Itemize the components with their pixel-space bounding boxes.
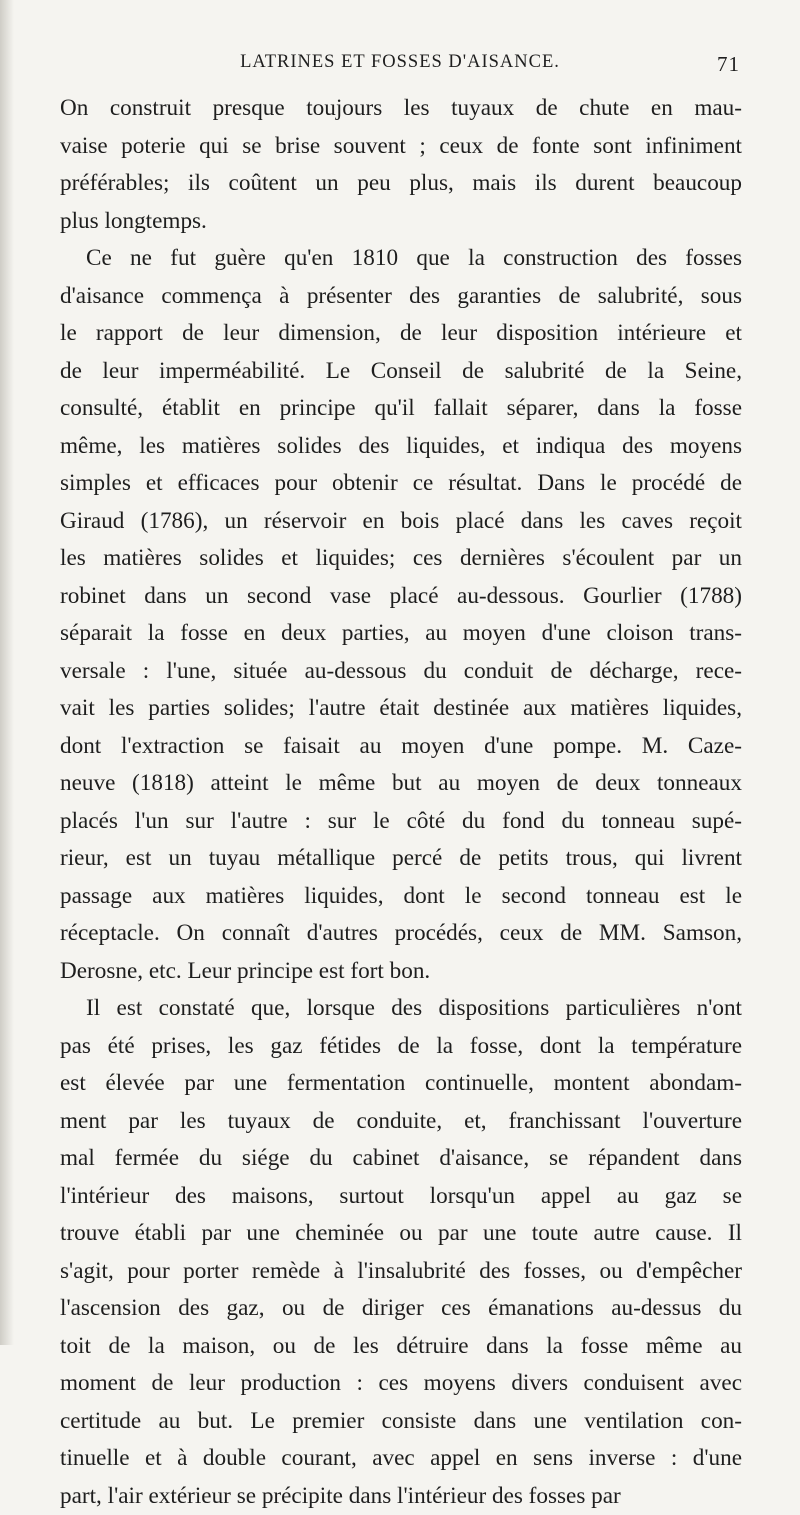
text-line: vaise poterie qui se brise souvent ; ceux de fonte sont infiniment bbox=[60, 128, 742, 166]
text-line: séparait la fosse en deux parties, au moyen d'une cloison trans- bbox=[60, 615, 742, 653]
text-line: moment de leur production : ces moyens divers conduisent avec bbox=[60, 1365, 742, 1403]
text-line: Derosne, etc. Leur principe est fort bon. bbox=[60, 953, 742, 991]
paragraph bbox=[60, 90, 742, 240]
text-line: rieur, est un tuyau métallique percé de petits trous, qui livrent bbox=[60, 840, 742, 878]
running-title: LATRINES ET FOSSES D'AISANCE. bbox=[60, 52, 740, 73]
text-line: toit de la maison, ou de les détruire dans la fosse même au bbox=[60, 1328, 742, 1366]
text-line: de leur imperméabilité. Le Conseil de salubrité de la Seine, bbox=[60, 353, 742, 391]
text-line: trouve établi par une cheminée ou par une toute autre cause. Il bbox=[60, 1215, 742, 1253]
text-line: tinuelle et à double courant, avec appel en sens inverse : d'une bbox=[60, 1440, 742, 1478]
text-line: placés l'un sur l'autre : sur le côté du fond du tonneau supé- bbox=[60, 803, 742, 841]
text-line: d'aisance commença à présenter des garanties de salubrité, sous bbox=[60, 278, 742, 316]
text-line: robinet dans un second vase placé au-dessous. Gourlier (1788) bbox=[60, 578, 742, 616]
text-line: l'ascension des gaz, ou de diriger ces émanations au-dessus du bbox=[60, 1290, 742, 1328]
page-number: 71 bbox=[717, 52, 740, 77]
text-line: réceptacle. On connaît d'autres procédés, ceux de MM. Samson, bbox=[60, 915, 742, 953]
text-line: versale : l'une, située au-dessous du conduit de décharge, rece- bbox=[60, 653, 742, 691]
page-header bbox=[60, 52, 740, 82]
paragraph bbox=[60, 990, 742, 1515]
text-line: passage aux matières liquides, dont le second tonneau est le bbox=[60, 878, 742, 916]
text-line: neuve (1818) atteint le même but au moyen de deux tonneaux bbox=[60, 765, 742, 803]
text-line: Il est constaté que, lorsque des dispositions particulières n'ont bbox=[60, 990, 742, 1028]
text-line: dont l'extraction se faisait au moyen d'une pompe. M. Caze- bbox=[60, 728, 742, 766]
text-line: est élevée par une fermentation continuelle, montent abondam- bbox=[60, 1065, 742, 1103]
body-text bbox=[60, 90, 742, 1515]
paragraph bbox=[60, 240, 742, 990]
text-line: plus longtemps. bbox=[60, 203, 742, 241]
text-line: part, l'air extérieur se précipite dans l'intérieur des fosses par bbox=[60, 1478, 742, 1515]
text-line: Giraud (1786), un réservoir en bois placé dans les caves reçoit bbox=[60, 503, 742, 541]
text-line: On construit presque toujours les tuyaux de chute en mau- bbox=[60, 90, 742, 128]
text-line: consulté, établit en principe qu'il fallait séparer, dans la fosse bbox=[60, 390, 742, 428]
text-line: Ce ne fut guère qu'en 1810 que la construction des fosses bbox=[60, 240, 742, 278]
text-line: ment par les tuyaux de conduite, et, franchissant l'ouverture bbox=[60, 1103, 742, 1141]
text-line: les matières solides et liquides; ces dernières s'écoulent par un bbox=[60, 540, 742, 578]
text-line: même, les matières solides des liquides, et indiqua des moyens bbox=[60, 428, 742, 466]
text-line: certitude au but. Le premier consiste dans une ventilation con- bbox=[60, 1403, 742, 1441]
text-line: le rapport de leur dimension, de leur disposition intérieure et bbox=[60, 315, 742, 353]
page-spine-shadow bbox=[0, 0, 14, 1345]
text-line: vait les parties solides; l'autre était destinée aux matières liquides, bbox=[60, 690, 742, 728]
text-line: simples et efficaces pour obtenir ce résultat. Dans le procédé de bbox=[60, 465, 742, 503]
text-line: l'intérieur des maisons, surtout lorsqu'un appel au gaz se bbox=[60, 1178, 742, 1216]
text-line: pas été prises, les gaz fétides de la fosse, dont la température bbox=[60, 1028, 742, 1066]
text-line: s'agit, pour porter remède à l'insalubrité des fosses, ou d'empêcher bbox=[60, 1253, 742, 1291]
text-line: préférables; ils coûtent un peu plus, mais ils durent beaucoup bbox=[60, 165, 742, 203]
text-line: mal fermée du siége du cabinet d'aisance, se répandent dans bbox=[60, 1140, 742, 1178]
